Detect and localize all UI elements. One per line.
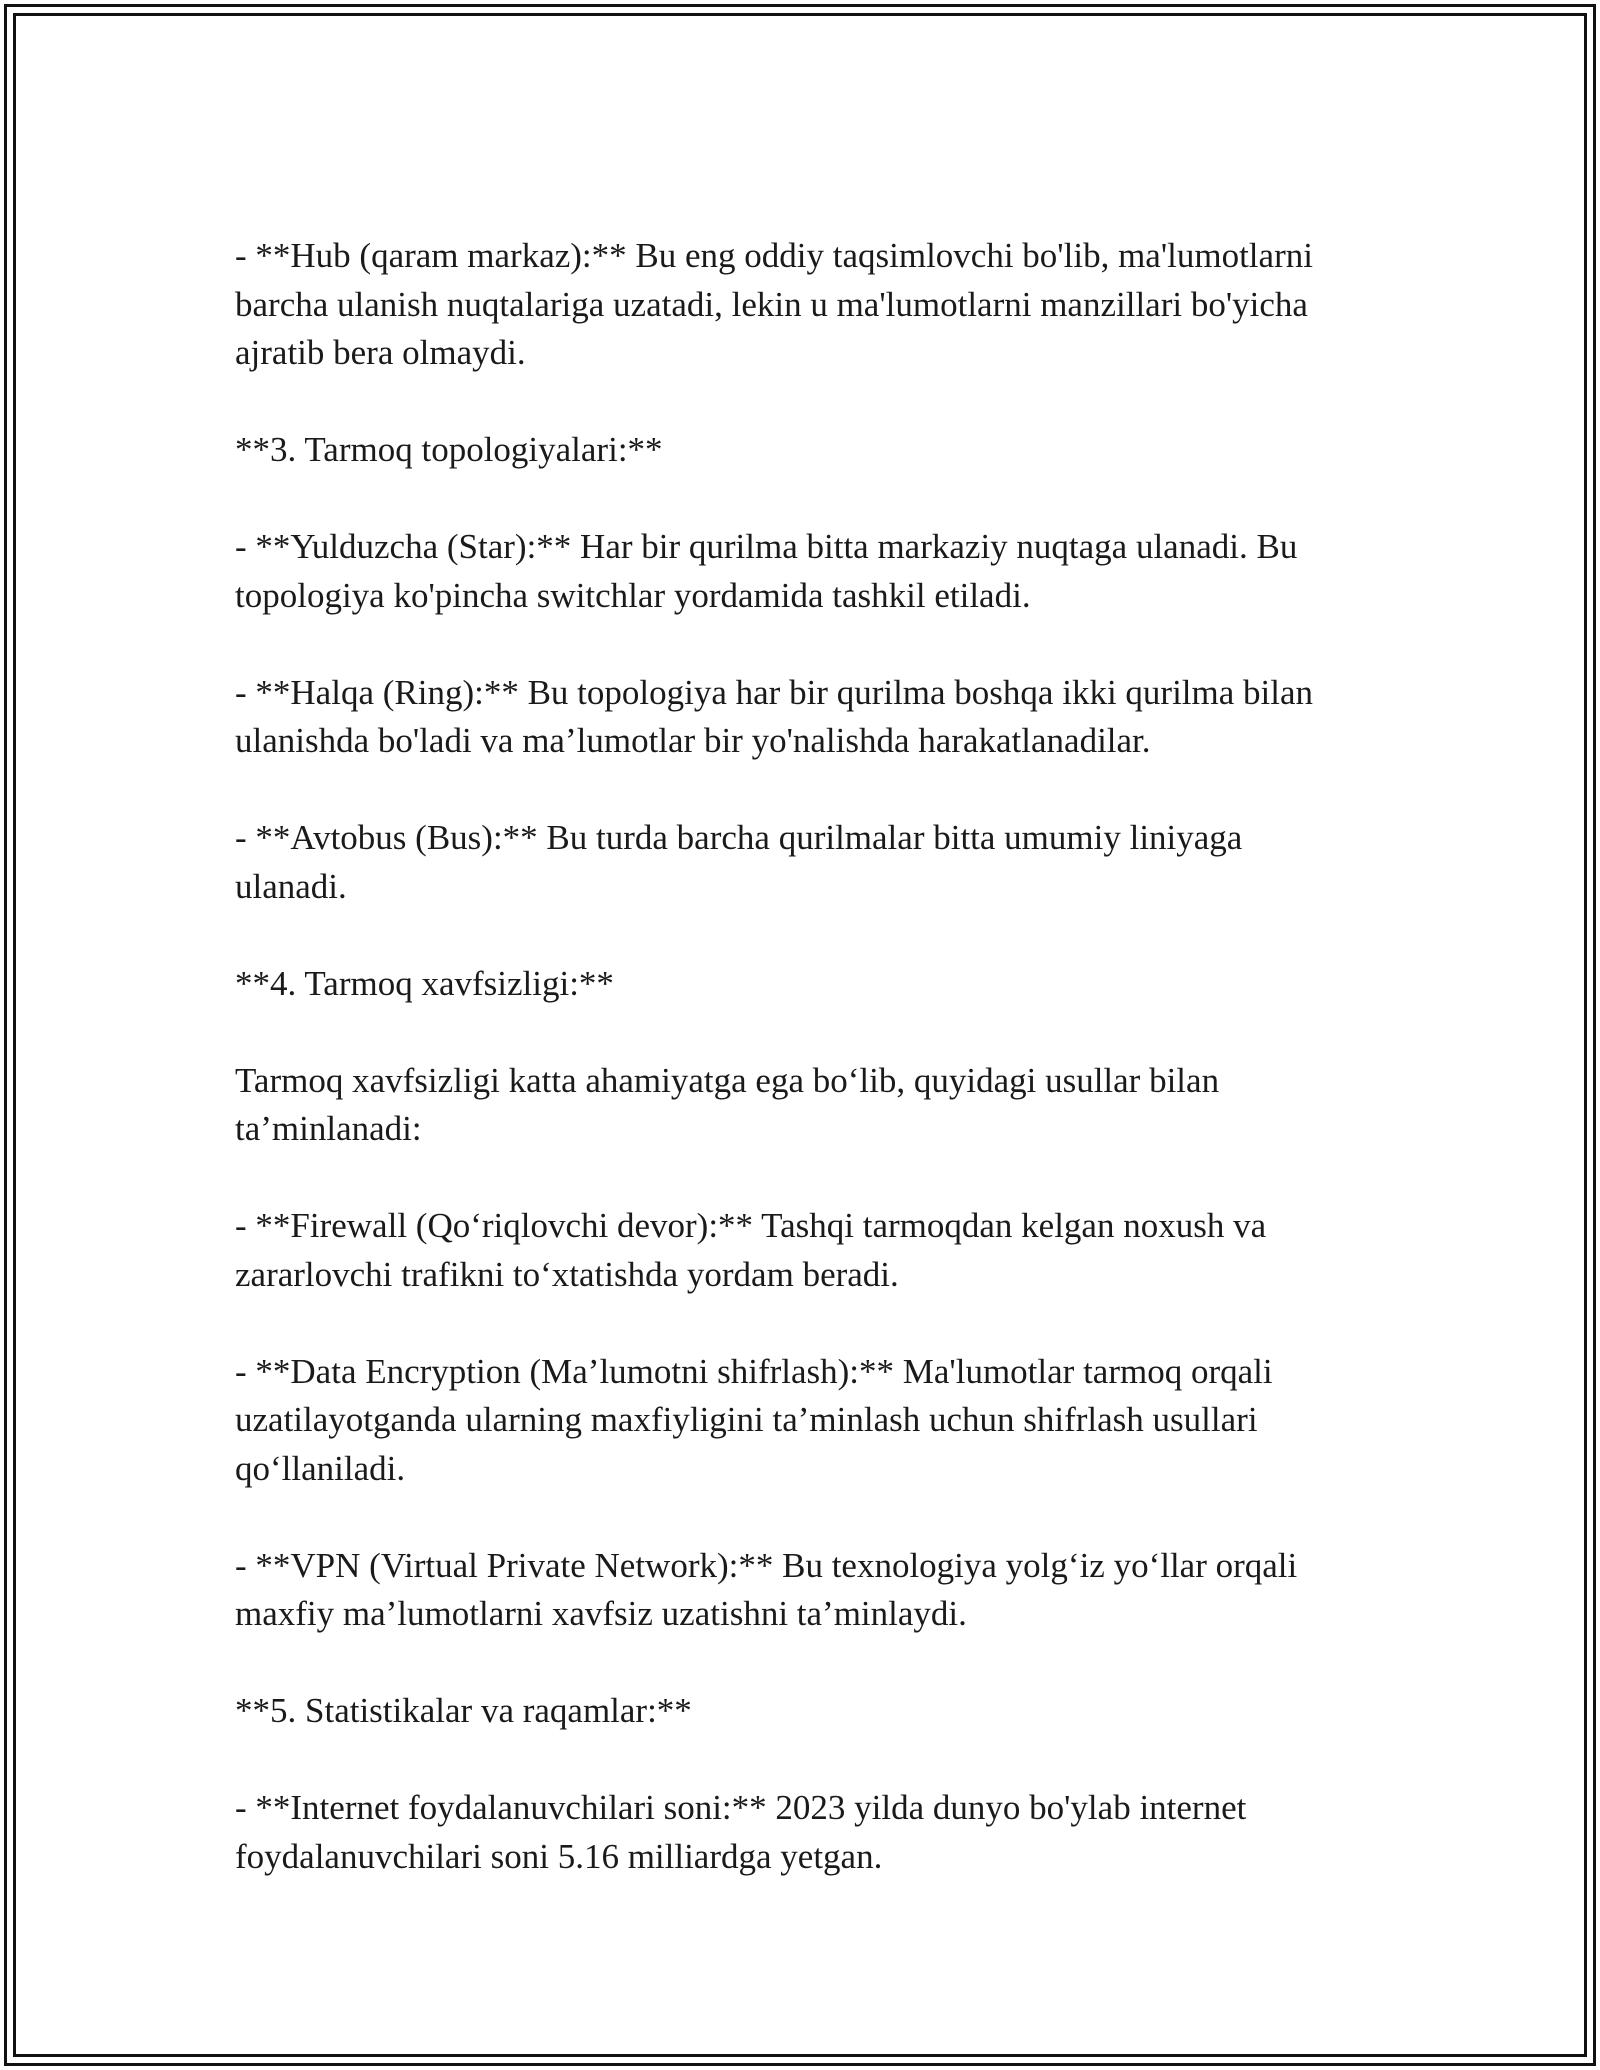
section-heading-security [235, 960, 1385, 1009]
line: **4. Tarmoq xavfsizligi:** [235, 963, 614, 1003]
line: - **VPN (Virtual Private Network):** Bu texnologiya yolg‘iz yo‘llar orqali [235, 1545, 1298, 1585]
line: - **Hub (qaram markaz):** Bu eng oddiy taqsimlovchi bo'lib, ma'lumotlarni [235, 236, 1313, 275]
line: ulanishda bo'ladi va ma’lumotlar bir yo'nalishda harakatlanadilar. [235, 721, 1151, 760]
section-heading-statistics [235, 1687, 1385, 1736]
line: - **Avtobus (Bus):** Bu turda barcha qurilmalar bitta umumiy liniyaga [235, 818, 1243, 857]
line: - **Halqa (Ring):** Bu topologiya har bir qurilma boshqa ikki qurilma bilan [235, 672, 1314, 712]
paragraph-vpn [235, 1542, 1385, 1639]
line: ajratib bera olmaydi. [235, 333, 526, 372]
paragraph-star [235, 523, 1385, 620]
line: barcha ulanish nuqtalariga uzatadi, lekin u ma'lumotlarni manzillari bo'yicha [235, 284, 1308, 324]
line: uzatilayotganda ularning maxfiyligini ta’minlash uchun shifrlash usullari [235, 1400, 1258, 1439]
line: - **Firewall (Qo‘riqlovchi devor):** Tashqi tarmoqdan kelgan noxush va [235, 1206, 1267, 1245]
line: - **Internet foydalanuvchilari soni:** 2023 yilda dunyo bo'ylab internet [235, 1788, 1247, 1827]
paragraph-encryption [235, 1348, 1385, 1494]
paragraph-bus [235, 814, 1385, 911]
line: topologiya ko'pincha switchlar yordamida tashkil etiladi. [235, 575, 1031, 615]
line: ta’minlanadi: [235, 1109, 422, 1148]
line: - **Yulduzcha (Star):** Har bir qurilma bitta markaziy nuqtaga ulanadi. Bu [235, 527, 1298, 566]
line: ulanadi. [235, 866, 347, 906]
line: foydalanuvchilari soni 5.16 milliardga yetgan. [235, 1836, 883, 1876]
paragraph-internet-users [235, 1784, 1385, 1881]
paragraph-hub [235, 232, 1385, 378]
document-body [235, 232, 1385, 1930]
line: Tarmoq xavfsizligi katta ahamiyatga ega bo‘lib, quyidagi usullar bilan [235, 1060, 1220, 1100]
section-heading-topologies [235, 426, 1385, 475]
line: maxfiy ma’lumotlarni xavfsiz uzatishni ta’minlaydi. [235, 1594, 967, 1633]
line: qo‘llaniladi. [235, 1448, 406, 1488]
line: **3. Tarmoq topologiyalari:** [235, 430, 663, 469]
line: **5. Statistikalar va raqamlar:** [235, 1691, 692, 1730]
line: zararlovchi trafikni to‘xtatishda yordam beradi. [235, 1254, 899, 1294]
paragraph-security-intro [235, 1057, 1385, 1154]
line: - **Data Encryption (Ma’lumotni shifrlash):** Ma'lumotlar tarmoq orqali [235, 1351, 1273, 1391]
paragraph-firewall [235, 1202, 1385, 1299]
paragraph-ring [235, 669, 1385, 766]
